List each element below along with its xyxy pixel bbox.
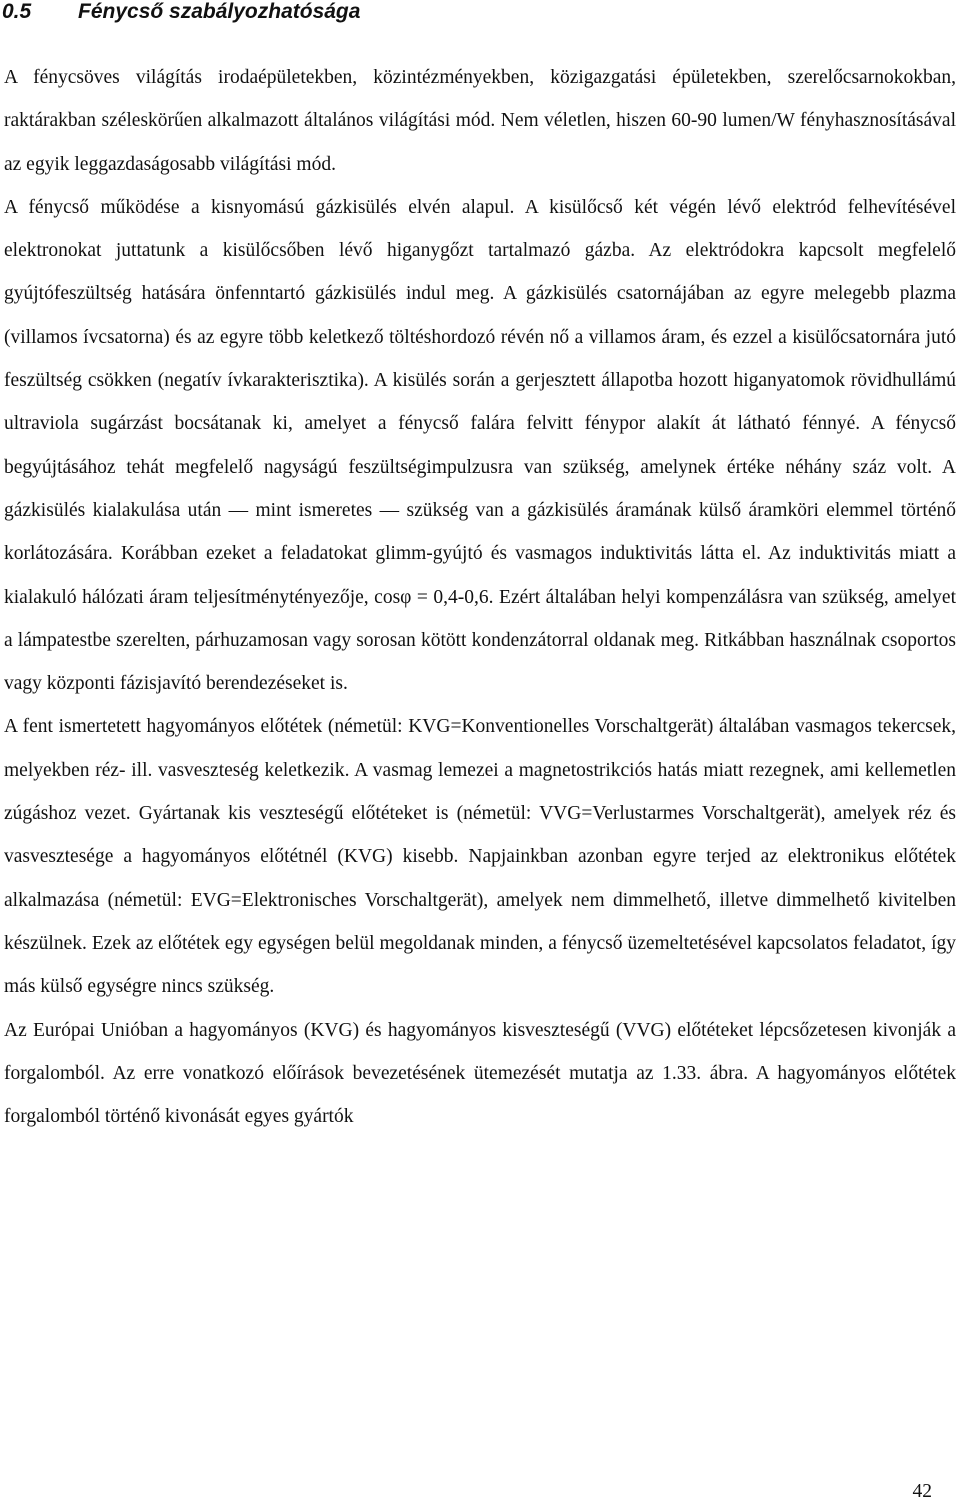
paragraph-eu-regulation: Az Európai Unióban a hagyományos (KVG) és hagyományos kisveszteségű (VVG) előtéteket lépcsőzetesen kivonják a forgalomból. Az erre vonatkozó előírások bevezetésének ütemezését mutatja az 1.33. ábra. A hagyományos előtétek forgalomból történő kivonását egyes gyártók bbox=[4, 1019, 956, 1128]
body-text bbox=[4, 56, 956, 1138]
paragraph-operation: A fénycső működése a kisnyomású gázkisülés elvén alapul. A kisülőcső két végén lévő elektród felhevítésével elektronokat juttatunk a kisülőcsőben lévő higanygőzt tartalmazó gázba. Az elektródokra kapcsolt megfelelő gyújtófeszültség hatására önfenntartó gázkisülés indul meg. A gázkisülés csatornájában az egyre melegebb plazma (villamos ívcsatorna) és az egyre több keletkező töltéshordozó révén nő a villamos áram, és ezzel a kisülőcsatornára jutó feszültség csökken (negatív ívkarakterisztika). A kisülés során a gerjesztett állapotba hozott higanyatomok rövidhullámú ultraviola sugárzást bocsátanak ki, amelyet a fénycső falára felvitt fénypor alakít át látható fénnyé. A fénycső begyújtásához tehát megfelelő nagyságú feszültségimpulzusra van szükség, amelynek értéke néhány száz volt. A gázkisülés kialakulása után — mint ismeretes — szükség van a gázkisülés áramának külső áramköri elemmel történő korlátozására. Korábban ezeket a feladatokat glimm-gyújtó és vasmagos induktivitás látta el. Az induktivitás miatt a kialakuló hálózati áram teljesítménytényezője, cosφ = 0,4-0,6. Ezért általában helyi kompenzálásra van szükség, amelyet a lámpatestbe szerelten, párhuzamosan vagy sorosan kötött kondenzátorral oldanak meg. Ritkábban használnak csoportos vagy központi fázisjavító berendezéseket is. bbox=[4, 196, 956, 695]
page-number: 42 bbox=[912, 1481, 932, 1502]
section-number: 0.5 bbox=[2, 0, 32, 23]
paragraph-ballasts: A fent ismertetett hagyományos előtétek (németül: KVG=Konventionelles Vorschaltgerät) általában vasmagos tekercsek, melyekben réz- ill. vasveszteség keletkezik. A vasmag lemezei a magnetostrikciós hatás miatt rezegnek, ami kellemetlen zúgáshoz vezet. Gyártanak kis veszteségű előtéteket is (németül: VVG=Verlustarmes Vorschaltgerät), amelyek réz és vasvesztesége a hagyományos előtétnél (KVG) kisebb. Napjainkban azonban egyre terjed az elektronikus előtétek alkalmazása (németül: EVG=Elektronisches Vorschaltgerät), amelyek nem dimmelhető, illetve dimmelhető kivitelben készülnek. Ezek az előtétek egy egységen belül megoldanak minden, a fénycső üzemeltetésével kapcsolatos feladatot, így más külső egységre nincs szükség. bbox=[4, 716, 956, 998]
section-heading bbox=[2, 0, 360, 26]
paragraph-intro: A fénycsöves világítás irodaépületekben, közintézményekben, közigazgatási épületekben, szerelőcsarnokokban, raktárakban széleskörűen alkalmazott általános világítási mód. Nem véletlen, hiszen 60-90 lumen/W fényhasznosításával az egyik leggazdaságosabb világítási mód. bbox=[4, 67, 956, 175]
section-title: Fénycső szabályozhatósága bbox=[78, 0, 361, 23]
